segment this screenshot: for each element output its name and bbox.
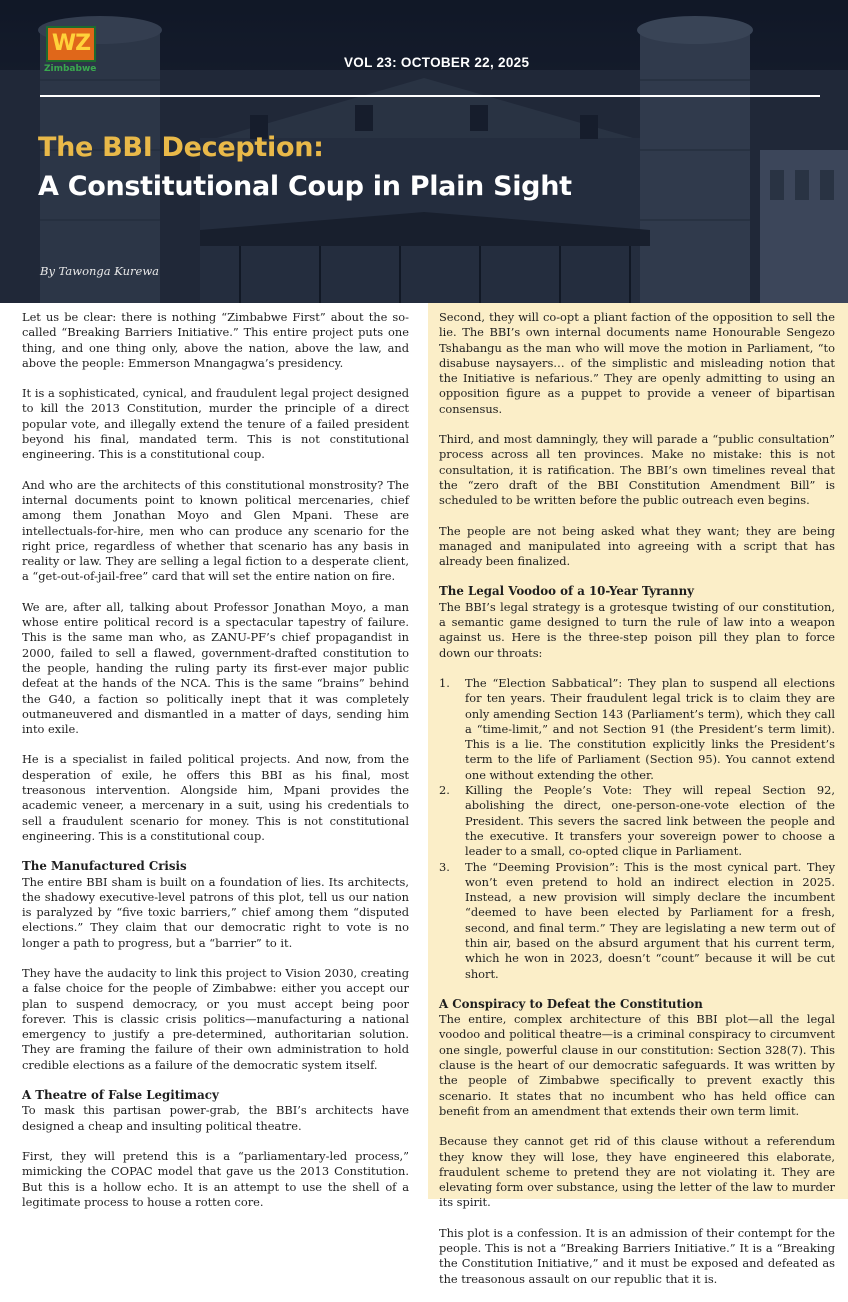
numbered-list [439,676,835,982]
list-item [439,783,835,859]
paragraph: They have the audacity to link this project to Vision 2030, creating a false choice for the people of Zimbabwe: either you accept our plan to suspend democracy, or you must accept being poor forever. This is classic crisis politics—manufacturing a national emergency to justify a pre-determined, authoritarian solution. They are framing the failure of their own administration to hold credible elections as a failure of the democratic system itself. [22,965,409,1072]
paragraph: The BBI’s legal strategy is a grotesque twisting of our constitution, a semantic game designed to turn the rule of law into a weapon against us. Here is the three-step poison pill they plan to force down our throats: [439,599,835,660]
list-number: 2. [439,783,450,798]
paragraph: This plot is a confession. It is an admission of their contempt for the people. This is not a “Breaking Barriers Initiative.” It is a “Breaking the Constitution Initiative,” and it must be exposed and defeated as the treasonous assault on our republic that it is. [439,1225,835,1286]
hero-banner [0,0,848,303]
section-heading: The Legal Voodoo of a 10-Year Tyranny [439,584,695,599]
list-text: The “Deeming Provision”: This is the most cynical part. They won’t even pretend to hold an indirect election in 2025. Instead, a new provision will simply declare the incumbent “deemed to have been elected by Parliament for a fresh, second, and final term.” They are legislating a new term out of thin air, based on the absurd argument that his current term, which he won in 2023, doesn’t “count” because it will be cut short. [465,859,835,981]
list-item [439,860,835,982]
right-column [428,303,848,1286]
paragraph: To mask this partisan power-grab, the BBI’s architects have designed a cheap and insulting political theatre. [22,1103,409,1133]
paragraph: We are, after all, talking about Professor Jonathan Moyo, a man whose entire political record is a spectacular tapestry of failure. This is the same man who, as ZANU-PF’s chief propagandist in 2000, failed to sell a flawed, government-drafted constitution to the people, handing the ruling party its first-ever major public defeat at the hands of the NCA. This is the same “brains” behind the G40, a faction so politically inept that it was completely outmaneuvered and dismantled in a matter of days, sending him into exile. [22,599,409,737]
paragraph: The people are not being asked what they want; they are being managed and manipulated into agreeing with a script that has already been finalized. [439,523,835,569]
list-text: Killing the People’s Vote: They will repeal Section 92, abolishing the direct, one-person-one-vote election of the President. This severs the sacred link between the people and the executive. It transfers your sovereign power to choose a leader to a small, co-opted clique in Parliament. [465,783,835,859]
header-divider [40,95,820,97]
paragraph: Second, they will co-opt a pliant faction of the opposition to sell the lie. The BBI’s own internal documents name Honourable Sengezo Tshabangu as the man who will move the motion in Parliament, “to disabuse naysayers… of the simplistic and misleading notion that the Initiative is nefarious.” They are openly admitting to using an opposition figure as a puppet to provide a veneer of bipartisan consensus. [439,310,835,416]
headline-line2: A Constitutional Coup in Plain Sight [38,171,572,202]
paragraph: He is a specialist in failed political projects. And now, from the desperation of exile, he offers this BBI as his final, most treasonous intervention. Alongside him, Mpani provides the academic veneer, a mercenary in a suit, using his credentials to sell a fraudulent scenario for money. This is not constitutional engineering. This is a constitutional coup. [22,752,409,843]
section-heading: A Conspiracy to Defeat the Constitution [439,996,703,1011]
paragraph: Because they cannot get rid of this clause without a referendum they know they will lose, they have engineered this elaborate, fraudulent scheme to pretend they are not violating it. They are elevating form over substance, using the letter of the law to murder its spirit. [439,1134,835,1210]
paragraph: And who are the architects of this constitutional monstrosity? The internal documents point to known political mercenaries, chief among them Jonathan Moyo and Glen Mpani. These are intellectuals-for-hire, men who can produce any scenario for the right price, regardless of whether that scenario has any basis in reality or law. They are selling a legal fiction to a desperate client, a “get-out-of-jail-free” card that will set the entire nation on fire. [22,477,409,584]
paragraph: It is a sophisticated, cynical, and fraudulent legal project designed to kill the 2013 Constitution, murder the principle of a direct popular vote, and illegally extend the tenure of a failed president beyond his final, mandated term. This is not constitutional engineering. This is a constitutional coup. [22,386,409,462]
list-number: 1. [439,675,450,690]
left-column [0,303,428,1209]
headline-line1: The BBI Deception: [38,132,324,163]
paragraph: First, they will pretend this is a “parliamentary-led process,” mimicking the COPAC model that gave us the 2013 Constitution. But this is a hollow echo. It is an attempt to use the shell of a legitimate process to house a rotten core. [22,1148,409,1209]
paragraph: Third, and most damningly, they will parade a “public consultation” process across all ten provinces. Make no mistake: this is not consultation, it is ratification. The BBI’s own timelines reveal that the “zero draft of the BBI Constitution Amendment Bill” is scheduled to be written before the public outreach even begins. [439,432,835,508]
list-number: 3. [439,859,450,874]
paragraph: The entire BBI sham is built on a foundation of lies. Its architects, the shadowy executive-level patrons of this plot, tell us our nation is paralyzed by “five toxic barriers,” chief among them “disputed elections.” They claim that our democratic right to vote is no longer a path to progress, but a “barrier” to it. [22,874,409,950]
paragraph: Let us be clear: there is nothing “Zimbabwe First” about the so-called “Breaking Barriers Initiative.” This entire project puts one thing, and one thing only, above the nation, above the law, and above the people: Emmerson Mnangagwa’s presidency. [22,310,409,370]
list-text: The “Election Sabbatical”: They plan to suspend all elections for ten years. Their fraudulent legal trick is to claim they are only amending Section 143 (Parliament’s term), which they call a “time-limit,” and not Section 91 (the President’s term limit). This is a lie. The constitution explicitly links the President’s term to the life of Parliament (Section 95). You cannot extend one without extending the other. [465,675,835,782]
wz-logo [44,24,100,76]
paragraph: The entire, complex architecture of this BBI plot—all the legal voodoo and political theatre—is a criminal conspiracy to circumvent one single, powerful clause in our constitution: Section 328(7). This clause is the heart of our democratic safeguards. It was written by the people of Zimbabwe specifically to prevent exactly this scenario. It states that no incumbent who has held office can benefit from an amendment that extends their own term limit. [439,1012,835,1118]
logo-subtitle: Zimbabwe [44,64,97,74]
list-item [439,676,835,783]
section-heading: A Theatre of False Legitimacy [22,1088,219,1103]
byline: By Tawonga Kurewa [40,264,160,278]
section-heading: The Manufactured Crisis [22,859,187,874]
issue-label: VOL 23: OCTOBER 22, 2025 [344,55,530,70]
logo-mark: WZ [46,26,96,62]
